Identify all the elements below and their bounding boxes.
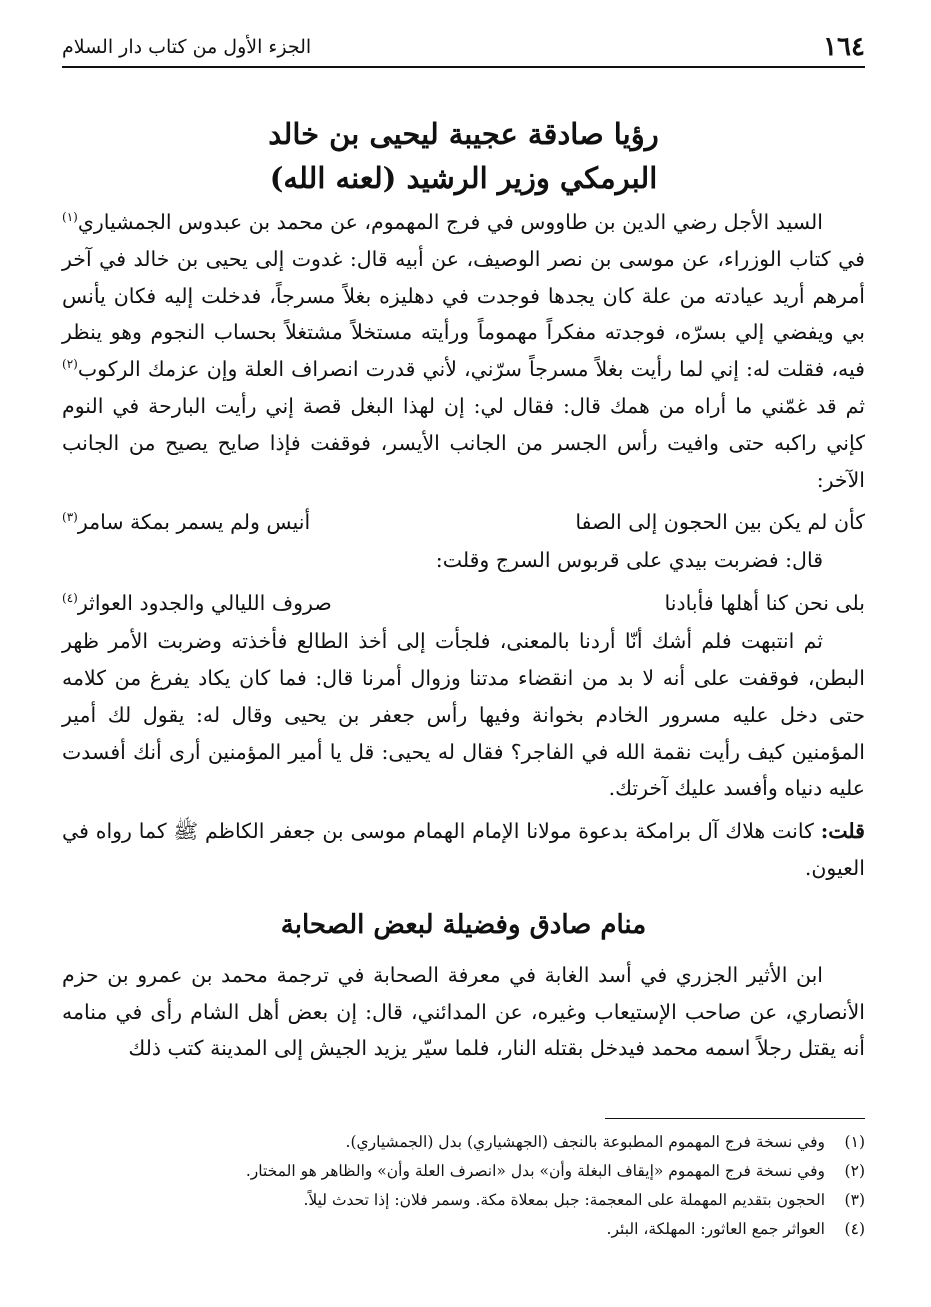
verse-1-second-hemistich-text: أنيس ولم يسمر بمكة سامر [77, 510, 311, 535]
footnote-1-number: (١) [844, 1133, 865, 1151]
footnote-2-text: وفي نسخة فرج المهموم «إيقاف البغلة وأن» بدل «انصرف العلة وأن» والظاهر هو المختار. [245, 1162, 825, 1180]
page-number: ١٦٤ [823, 32, 865, 62]
footnote-2 [62, 1157, 865, 1186]
paragraph-1-part-a: السيد الأجل رضي الدين بن طاووس في فرج المهموم، عن محمد بن عبدوس الجمشياري [77, 210, 823, 234]
paragraph-3: ثم انتبهت فلم أشك أنّا أردنا بالمعنى، فلجأت إلى أخذ الطالع فأخذته وضربت الأمر ظهر البطن، فوقفت على أنه لا بد من انقضاء مدتنا وزوال أمرنا قال: فما كان يكاد يفرغ من كلامه حتى دخل عليه مسرور الخادم بخوانة وفيها رأس جعفر بن يحيى وقال له: يقول لك أمير المؤمنين كيف رأيت نقمة الله في الفاجر؟ فقال له يحيى: قل يا أمير المؤمنين أرى أنك أفسدت عليه دنياه وأفسد عليك آخرتك. [62, 629, 865, 801]
paragraph-4-text: كانت هلاك آل برامكة بدعوة مولانا الإمام الهمام موسى بن جعفر الكاظم ﷺ كما رواه في العيون. [62, 819, 865, 880]
paragraph-1-part-b: في كتاب الوزراء، عن موسى بن نصر الوصيف، عن أبيه قال: غدوت إلى يحيى بن خالد في آخر أمرهم أريد عيادته من علة كان يجدها فوجدت في دهليزه بغلاً مسرجاً، فدخلت إليه فكان يأنس بي ويفضي إلي بسرّه، فوجدته مفكراً مهموماً ورأيته مستخلاً مشتغلاً بحساب النجوم وهو ينظر فيه، فقلت له: إني لما رأيت بغلاً مسرجاً سرّني، لأني قدرت انصراف العلة وإن عزمك الركوب [62, 246, 865, 382]
verse-2-second-hemistich-text: صروف الليالي والجدود العواثر [77, 591, 332, 616]
footnote-divider [605, 1118, 865, 1119]
running-header [62, 28, 865, 68]
verse-1-second-hemistich [62, 502, 310, 542]
section-2-paragraph-1: ابن الأثير الجزري في أسد الغابة في معرفة الصحابة في ترجمة محمد بن عمرو بن حزم الأنصاري، عن صاحب الإستيعاب وغيره، عن المدائني، قال: إن بعض أهل الشام رأى في منامه أنه يقتل رجلاً اسمه محمد فيدخل بقتله النار، فلما سيّر يزيد الجيش إلى المدينة كتب ذلك [62, 962, 865, 1061]
running-header-title: الجزء الأول من كتاب دار السلام [62, 36, 312, 58]
footnote-ref-3: (٣) [62, 510, 78, 525]
footnote-3 [62, 1186, 865, 1215]
paragraph-4 [62, 813, 865, 887]
footnote-3-text: الحجون بتقديم المهملة على المعجمة: جبل بمعلاة مكة. وسمر فلان: إذا تحدث ليلاً. [303, 1191, 825, 1209]
section-title-line-2: البرمكي وزير الرشيد (لعنه الله) [269, 161, 658, 195]
footnote-4 [62, 1215, 865, 1244]
footnotes [62, 1128, 865, 1244]
footnote-ref-1: (١) [62, 210, 78, 225]
footnote-3-number: (٣) [844, 1191, 865, 1209]
paragraph-1-part-c: ثم قد غمّني ما أراه من همك قال: فقال لي: إن لهذا البغل قصة إني رأيت البارحة في النوم كإني راكبه حتى وافيت رأس الجسر من الجانب الأيسر، فوقفت فإذا صايح يصيح من الجانب الآخر: [62, 393, 865, 492]
section-title-line-1: رؤيا صادقة عجيبة ليحيى بن خالد [268, 117, 659, 151]
main-text [62, 112, 865, 1067]
verse-2 [62, 583, 865, 623]
footnote-4-text: العواثر جمع العاثور: المهلكة، البئر. [606, 1220, 825, 1238]
footnote-1-text: وفي نسخة فرج المهموم المطبوعة بالنجف (الجهشياري) بدل (الجمشياري). [345, 1133, 825, 1151]
footnote-1 [62, 1128, 865, 1157]
section-2-title: منام صادق وفضيلة لبعض الصحابة [280, 909, 647, 940]
verse-2-second-hemistich [62, 583, 332, 623]
verse-1-first-hemistich: كأن لم يكن بين الحجون إلى الصفا [575, 510, 865, 535]
footnote-ref-4: (٤) [62, 591, 78, 606]
paragraph-1 [62, 204, 865, 498]
footnote-2-number: (٢) [844, 1162, 865, 1180]
verse-1 [62, 502, 865, 542]
paragraph-4-lead: قلت: [820, 819, 865, 844]
paragraph-2: قال: فضربت بيدي على قربوس السرج وقلت: [435, 548, 823, 573]
footnote-4-number: (٤) [844, 1220, 865, 1238]
footnote-ref-2: (٢) [62, 357, 78, 372]
verse-2-first-hemistich: بلى نحن كنا أهلها فأبادنا [664, 591, 865, 616]
